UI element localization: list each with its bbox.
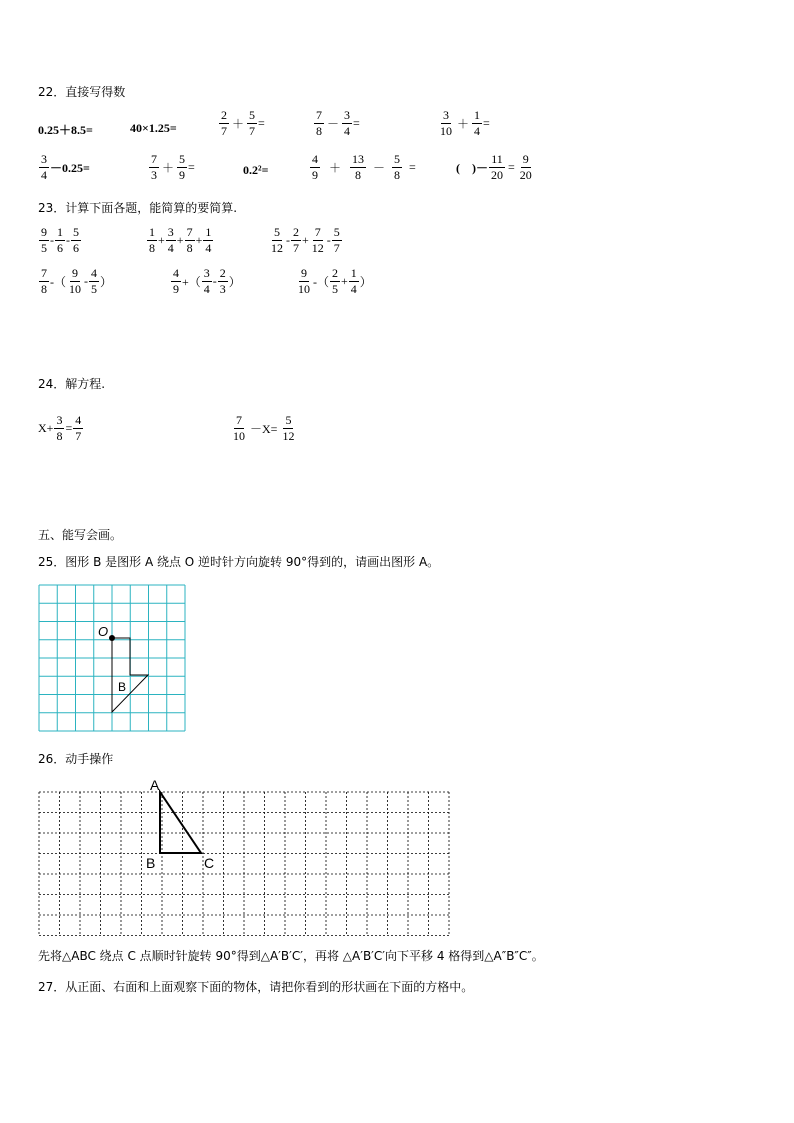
- q22-r1-item1: 0.25＋8.5=: [38, 123, 93, 137]
- q26-title: 26．动手操作: [38, 752, 114, 766]
- label-b-vertex: B: [146, 855, 156, 871]
- q22-r2-item1: $\frac{3}{4}$ －0.25=: [41, 152, 90, 182]
- q23-expr2: $\frac{1}{8}$ + $\frac{3}{4}$ + $\frac{7}{8}$ + $\frac{1}{4}$: [149, 225, 212, 255]
- q24-equation1: X+ $\frac{3}{8}$ = $\frac{4}{7}$: [38, 413, 82, 443]
- q23-expr1: $\frac{9}{5}$ - $\frac{1}{6}$ - $\frac{5}{6}$: [41, 225, 79, 255]
- section5-title: 五、能写会画。: [38, 528, 123, 542]
- point-o-dot: [109, 635, 115, 641]
- q26-grid-lines: [39, 792, 449, 936]
- q22-title: 22．直接写得数: [38, 85, 126, 99]
- label-a: A: [150, 777, 160, 793]
- label-o: O: [98, 624, 109, 639]
- label-b: B: [118, 680, 127, 694]
- q22-r1-item4: $\frac{7}{8}$ － $\frac{3}{4}$ =: [316, 108, 360, 138]
- q25-title: 25．图形 B 是图形 A 绕点 O 逆时针方向旋转 90°得到的，请画出图形 A。: [38, 555, 440, 569]
- q24-equation2: $\frac{7}{10}$ －X= $\frac{5}{12}$: [233, 413, 295, 443]
- q22-r2-item4: $\frac{4}{9}$ ＋ $\frac{13}{8}$ － $\frac{5}{8}$ =: [312, 152, 416, 182]
- q22-r1-item2: 40×1.25=: [130, 121, 177, 135]
- q27-title: 27．从正面、右面和上面观察下面的物体，请把你看到的形状画在下面的方格中。: [38, 980, 474, 994]
- q23-title: 23．计算下面各题，能简算的要简算.: [38, 201, 238, 215]
- q26-instruction: 先将△ABC 绕点 C 点顺时针旋转 90°得到△A′B′C′，再将 △A′B′C′向下平移 4 格得到△A″B″C″。: [38, 949, 544, 963]
- q24-title: 24．解方程.: [38, 377, 106, 391]
- q23-expr5: $\frac{4}{9}$ +（ $\frac{3}{4}$ - $\frac{2}{3}$ ）: [173, 266, 241, 296]
- q22-r1-item5: $\frac{3}{10}$ ＋ $\frac{1}{4}$ =: [440, 108, 490, 138]
- q25-grid-figure: [38, 584, 188, 734]
- label-c: C: [204, 855, 215, 871]
- q26-grid-figure: [38, 776, 453, 941]
- q23-expr3: $\frac{5}{12}$ - $\frac{2}{7}$ + $\frac{7}{12}$ - $\frac{5}{7}$: [271, 225, 340, 255]
- triangle-abc: [160, 792, 201, 853]
- q23-expr6: $\frac{9}{10}$ -（ $\frac{2}{5}$ + $\frac{1}{4}$ ）: [298, 266, 372, 296]
- q22-r1-item3: $\frac{2}{7}$ ＋ $\frac{5}{7}$ =: [221, 108, 265, 138]
- q22-r2-item3: 0.2²=: [243, 163, 269, 177]
- q22-r2-item2: $\frac{7}{3}$ ＋ $\frac{5}{9}$ =: [151, 152, 195, 182]
- q23-expr4: $\frac{7}{8}$ -（ $\frac{9}{10}$ - $\frac{4}{5}$ ）: [41, 266, 113, 296]
- q22-r2-item5: ( )－ $\frac{11}{20}$ = $\frac{9}{20}$: [456, 152, 532, 182]
